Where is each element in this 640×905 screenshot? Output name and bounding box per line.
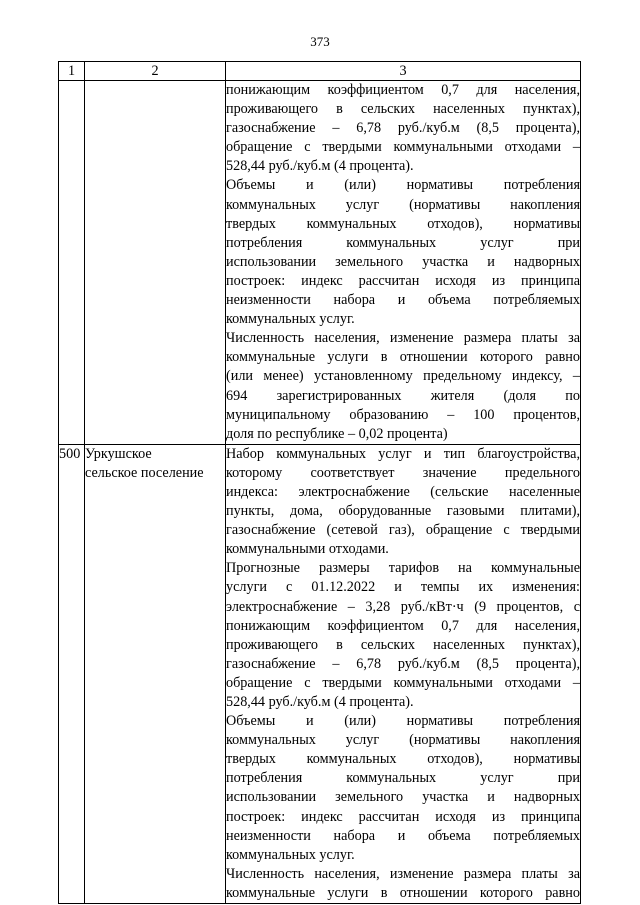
description-line: понижающим коэффициентом 0,7 для населения, — [226, 82, 580, 98]
description-line: 528,44 руб./куб.м (4 процента). — [226, 158, 414, 175]
description-line: использовании земельного участка и надворных — [226, 789, 580, 806]
description-line: твердых коммунальных отходов), нормативы — [226, 751, 580, 768]
description-line: использовании земельного участка и надворных — [226, 253, 580, 270]
row-number-cell — [59, 444, 85, 903]
table-row — [59, 444, 581, 903]
description-line: пункты, дома, оборудованные газовыми плитами), — [226, 503, 580, 520]
description-line: коммунальных услуг. — [226, 311, 355, 328]
description-line: понижающим коэффициентом 0,7 для населения, — [226, 617, 580, 634]
description-cell — [226, 444, 581, 903]
description-line: Объемы и (или) нормативы потребления — [226, 713, 580, 730]
row-number: 500 — [59, 445, 81, 462]
description-line: газоснабжение – 6,78 руб./куб.м (8,5 процента), — [226, 655, 580, 672]
description-line: Прогнозные размеры тарифов на коммунальные — [226, 560, 580, 577]
municipality-name-line: Уркушское — [85, 445, 152, 462]
description-line: 528,44 руб./куб.м (4 процента). — [226, 694, 414, 710]
description-line: построек: индекс рассчитан исходя из принципа — [226, 808, 580, 825]
description-line: потребления коммунальных услуг при — [226, 234, 580, 251]
row-number-cell — [59, 81, 85, 445]
description-line: построек: индекс рассчитан исходя из принципа — [226, 272, 580, 289]
description-line: коммунальные услуги в отношении которого равно — [226, 349, 580, 366]
description-line: неизменности набора и объема потребляемых — [226, 827, 580, 844]
description-line: электроснабжение – 3,28 руб./кВт·ч (9 процентов, с — [226, 598, 580, 615]
description-line: 694 зарегистрированных жителя (доля по — [226, 387, 580, 404]
description-line: которому соответствует значение предельного — [226, 464, 580, 481]
table-body — [59, 81, 581, 904]
description-cell — [226, 81, 581, 445]
description-line: услуги с 01.12.2022 и темпы их изменения: — [226, 579, 580, 596]
description-line: обращение с твердыми коммунальными отходами – — [226, 139, 580, 156]
column-header-number: 1 — [59, 62, 85, 81]
description-line: потребления коммунальных услуг при — [226, 770, 580, 787]
municipality-cell — [85, 81, 226, 445]
description-line: (или менее) установленному предельному индексу, – — [226, 368, 580, 385]
description-line: неизменности набора и объема потребляемых — [226, 292, 580, 309]
description-line: коммунальных услуг (нормативы накопления — [226, 196, 580, 213]
description-line: муниципальному образованию – 100 процентов, — [226, 406, 580, 423]
description-line: газоснабжение (сетевой газ), обращение с твердыми — [226, 522, 580, 539]
description-line: коммунальных услуг (нормативы накопления — [226, 732, 580, 749]
page-number: 373 — [310, 34, 330, 49]
description-line: Численность населения, изменение размера платы за — [226, 865, 580, 882]
description-line: коммунальные услуги в отношении которого равно — [226, 884, 580, 901]
description-line: доля по республике – 0,02 процента) — [226, 425, 448, 442]
column-header-municipality: 2 — [85, 62, 226, 81]
description-line: коммунальными отходами. — [226, 541, 389, 558]
tariff-table — [58, 61, 581, 904]
description-line: индекса: электроснабжение (сельские населенные — [226, 483, 580, 500]
description-line: Численность населения, изменение размера платы за — [226, 330, 580, 347]
description-line: обращение с твердыми коммунальными отходами – — [226, 674, 580, 691]
description-line: Объемы и (или) нормативы потребления — [226, 177, 580, 194]
description-line: твердых коммунальных отходов), нормативы — [226, 215, 580, 232]
column-header-description: 3 — [226, 62, 581, 81]
description-line: проживающего в сельских населенных пунктах), — [226, 636, 580, 653]
description-line: коммунальных услуг. — [226, 846, 355, 863]
table-row — [59, 81, 581, 445]
table-header-row — [59, 62, 581, 81]
description-line: газоснабжение – 6,78 руб./куб.м (8,5 процента), — [226, 120, 580, 137]
municipality-name-line: сельское поселение — [85, 464, 204, 481]
description-line: Набор коммунальных услуг и тип благоустройства, — [226, 445, 580, 462]
description-line: проживающего в сельских населенных пунктах), — [226, 101, 580, 118]
municipality-cell — [85, 444, 226, 903]
